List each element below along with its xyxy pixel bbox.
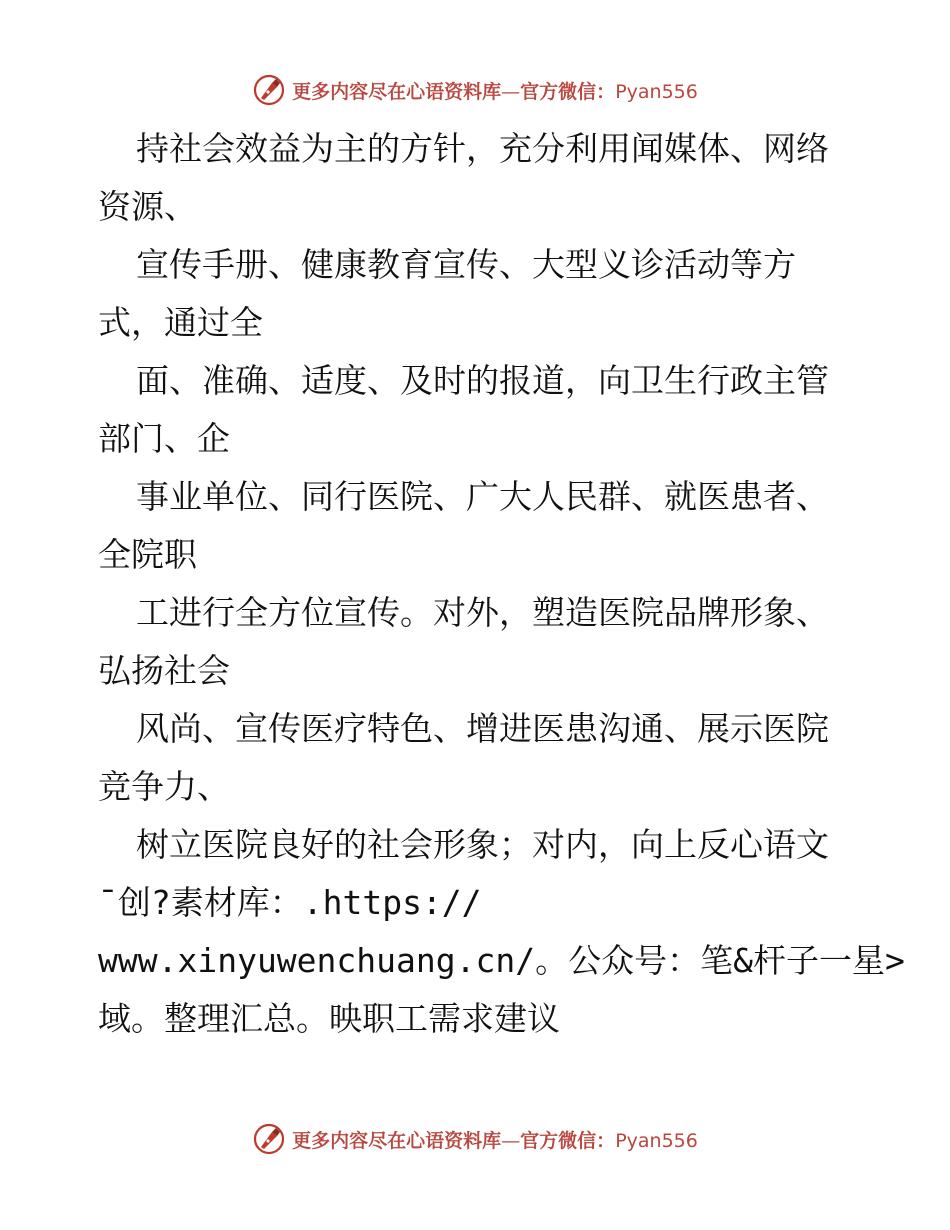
body-line: 部门、企	[98, 419, 230, 458]
watermark-wechat-label: 官方微信：	[520, 1129, 616, 1152]
watermark-text	[292, 1126, 698, 1153]
watermark-group	[252, 1122, 698, 1156]
body-line: 工进行全方位宣传。对外，塑造医院品牌形象、	[136, 593, 829, 632]
header-watermark	[0, 70, 950, 110]
watermark-dash: —	[501, 80, 521, 103]
body-line: 竞争力、	[98, 767, 230, 806]
pen-nib-logo-icon	[252, 73, 286, 107]
watermark-wechat-id: Pyan556	[615, 80, 698, 103]
watermark-dash: —	[501, 1129, 521, 1152]
watermark-wechat-label: 官方微信：	[520, 80, 616, 103]
body-line: 风尚、宣传医疗特色、增进医患沟通、展示医院	[136, 709, 829, 748]
body-line: 树立医院良好的社会形象；对内，向上反心语文	[136, 825, 829, 864]
watermark-wechat-id: Pyan556	[615, 1129, 698, 1152]
body-line: 事业单位、同行医院、广大人民群、就医患者、	[136, 477, 829, 516]
body-line: 持社会效益为主的方针，充分利用闻媒体、网络	[136, 129, 829, 168]
body-line: 宣传手册、健康教育宣传、大型义诊活动等方	[136, 245, 796, 284]
watermark-main-text: 更多内容尽在心语资料库	[292, 1129, 502, 1152]
body-line: ¯创?素材库：.https://	[98, 883, 482, 922]
footer-watermark	[0, 1119, 950, 1159]
body-line: 域。整理汇总。映职工需求建议	[98, 999, 560, 1038]
body-line: 全院职	[98, 535, 197, 574]
pen-nib-logo-icon	[252, 1122, 286, 1156]
body-line: 面、准确、适度、及时的报道，向卫生行政主管	[136, 361, 829, 400]
watermark-main-text: 更多内容尽在心语资料库	[292, 80, 502, 103]
body-line: 弘扬社会	[98, 651, 230, 690]
body-line: www.xinyuwenchuang.cn/。公众号：笔&杆子一星>	[98, 941, 905, 980]
body-line: 资源、	[98, 187, 197, 226]
document-body	[98, 120, 905, 1048]
body-line: 式，通过全	[98, 303, 263, 342]
watermark-text	[292, 77, 698, 104]
watermark-group	[252, 73, 698, 107]
